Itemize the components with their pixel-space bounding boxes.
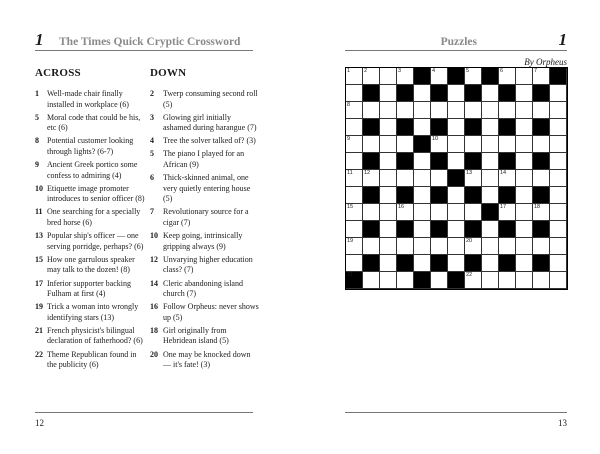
grid-block <box>414 68 431 85</box>
cell-number: 13 <box>466 170 473 176</box>
grid-cell[interactable] <box>431 272 448 289</box>
grid-cell[interactable] <box>550 102 567 119</box>
across-clue <box>35 326 145 347</box>
across-clue <box>35 231 145 252</box>
grid-cell[interactable] <box>414 204 431 221</box>
grid-cell[interactable] <box>346 102 363 119</box>
grid-block <box>533 187 550 204</box>
right-page <box>300 0 600 454</box>
cell-number: 19 <box>347 238 354 244</box>
grid-cell[interactable] <box>516 272 533 289</box>
grid-cell[interactable] <box>397 204 414 221</box>
down-clues <box>150 67 260 373</box>
grid-cell[interactable] <box>397 272 414 289</box>
cell-number: 4 <box>432 68 436 74</box>
grid-block <box>533 255 550 272</box>
grid-cell[interactable] <box>431 136 448 153</box>
grid-cell[interactable] <box>482 136 499 153</box>
clue-text: Cleric abandoning island church (7) <box>163 278 243 299</box>
grid-cell[interactable] <box>482 272 499 289</box>
across-clue <box>35 184 145 205</box>
clue-text: One searching for a specially bred horse (6) <box>47 207 141 228</box>
clue-text: Girl originally from Hebridean island (5) <box>163 325 229 346</box>
grid-cell[interactable] <box>465 204 482 221</box>
cell-number: 14 <box>500 170 507 176</box>
grid-cell[interactable] <box>550 136 567 153</box>
clue-text: Ancient Greek portico some confess to admiring (4) <box>47 160 138 180</box>
grid-block <box>414 272 431 289</box>
cell-number: 10 <box>432 136 439 142</box>
grid-block <box>414 136 431 153</box>
clue-number: 13 <box>35 231 43 241</box>
grid-block <box>533 221 550 238</box>
grid-cell[interactable] <box>346 153 363 170</box>
grid-cell[interactable] <box>363 272 380 289</box>
grid-cell[interactable] <box>516 238 533 255</box>
clue-number: 16 <box>150 302 158 312</box>
grid-cell[interactable] <box>550 85 567 102</box>
grid-cell[interactable] <box>380 102 397 119</box>
grid-cell[interactable] <box>550 170 567 187</box>
grid-cell[interactable] <box>346 170 363 187</box>
grid-block <box>499 187 516 204</box>
clue-number: 1 <box>35 89 39 98</box>
grid-block <box>499 255 516 272</box>
grid-cell[interactable] <box>482 153 499 170</box>
grid-cell[interactable] <box>533 102 550 119</box>
grid-cell[interactable] <box>550 119 567 136</box>
grid-cell[interactable] <box>448 119 465 136</box>
grid-cell[interactable] <box>414 153 431 170</box>
clue-number: 3 <box>150 112 154 122</box>
grid-block <box>550 68 567 85</box>
grid-cell[interactable] <box>363 102 380 119</box>
grid-block <box>346 272 363 289</box>
grid-cell[interactable] <box>397 68 414 85</box>
grid-cell[interactable] <box>431 102 448 119</box>
grid-cell[interactable] <box>533 272 550 289</box>
across-clue <box>35 302 145 323</box>
grid-cell[interactable] <box>414 238 431 255</box>
grid-block <box>465 85 482 102</box>
grid-cell[interactable] <box>482 170 499 187</box>
grid-block <box>533 153 550 170</box>
grid-block <box>499 153 516 170</box>
grid-cell[interactable] <box>380 238 397 255</box>
cell-number: 16 <box>398 204 405 210</box>
clue-number: 14 <box>150 278 158 288</box>
cell-number: 1 <box>347 68 351 74</box>
clue-number: 18 <box>150 325 158 335</box>
grid-cell[interactable] <box>499 204 516 221</box>
down-clue <box>150 231 260 252</box>
grid-cell[interactable] <box>465 136 482 153</box>
grid-block <box>499 221 516 238</box>
grid-cell[interactable] <box>499 272 516 289</box>
grid-cell[interactable] <box>448 221 465 238</box>
down-clue <box>150 255 260 276</box>
grid-block <box>397 153 414 170</box>
clue-number: 4 <box>150 136 154 146</box>
puzzles-title: Puzzles <box>440 36 477 48</box>
clue-number: 11 <box>35 207 43 217</box>
grid-cell[interactable] <box>346 204 363 221</box>
grid-block <box>465 221 482 238</box>
grid-block <box>431 187 448 204</box>
grid-cell[interactable] <box>414 170 431 187</box>
cell-number: 18 <box>534 204 541 210</box>
grid-cell[interactable] <box>465 272 482 289</box>
clue-text: Twerp consuming second roll (5) <box>163 89 258 109</box>
clue-number: 15 <box>35 254 43 264</box>
grid-cell[interactable] <box>533 204 550 221</box>
clue-number: 2 <box>150 89 154 98</box>
grid-cell[interactable] <box>363 238 380 255</box>
grid-cell[interactable] <box>499 102 516 119</box>
clue-number: 12 <box>150 254 158 264</box>
grid-cell[interactable] <box>465 238 482 255</box>
across-heading: ACROSS <box>35 67 81 79</box>
grid-block <box>397 221 414 238</box>
grid-cell[interactable] <box>516 255 533 272</box>
grid-cell[interactable] <box>363 170 380 187</box>
grid-cell[interactable] <box>448 187 465 204</box>
cell-number: 7 <box>534 68 538 74</box>
grid-cell[interactable] <box>346 85 363 102</box>
clue-number: 20 <box>150 349 158 359</box>
grid-cell[interactable] <box>448 153 465 170</box>
grid-cell[interactable] <box>516 221 533 238</box>
clue-number: 5 <box>150 149 154 159</box>
down-clue <box>150 326 260 347</box>
grid-cell[interactable] <box>380 170 397 187</box>
grid-cell[interactable] <box>431 238 448 255</box>
left-folio: 12 <box>35 418 44 428</box>
grid-block <box>465 255 482 272</box>
clue-text: Etiquette image promoter introduces to senior officer (8) <box>47 183 145 204</box>
crossword-title: The Times Quick Cryptic Crossword <box>59 36 241 48</box>
across-clue <box>35 350 145 371</box>
grid-cell[interactable] <box>482 187 499 204</box>
left-footer-rule <box>35 412 253 413</box>
grid-cell[interactable] <box>516 153 533 170</box>
across-clue <box>35 89 145 110</box>
grid-cell[interactable] <box>516 136 533 153</box>
clue-text: Unvarying higher education class? (7) <box>163 254 253 275</box>
grid-block <box>448 272 465 289</box>
section-number: 1 <box>35 30 44 49</box>
cell-number: 20 <box>466 238 473 244</box>
down-clue <box>150 113 260 134</box>
clue-text: How one garrulous speaker may talk to the dozen! (8) <box>47 254 135 275</box>
grid-block <box>363 255 380 272</box>
grid-cell[interactable] <box>414 221 431 238</box>
down-heading: DOWN <box>150 67 187 79</box>
cell-number: 8 <box>347 102 351 108</box>
down-clue <box>150 136 260 147</box>
grid-cell[interactable] <box>380 255 397 272</box>
grid-cell[interactable] <box>380 187 397 204</box>
clue-number: 7 <box>150 207 154 217</box>
grid-block <box>482 68 499 85</box>
clue-number: 5 <box>35 112 39 122</box>
grid-block <box>482 204 499 221</box>
down-clue <box>150 173 260 205</box>
grid-cell[interactable] <box>448 238 465 255</box>
right-footer-rule <box>345 412 567 413</box>
grid-cell[interactable] <box>533 238 550 255</box>
clue-number: 22 <box>35 349 43 359</box>
clue-text: Theme Republican found in the publicity (6) <box>47 349 137 370</box>
grid-block <box>363 119 380 136</box>
grid-cell[interactable] <box>516 204 533 221</box>
grid-cell[interactable] <box>550 221 567 238</box>
grid-cell[interactable] <box>550 153 567 170</box>
cell-number: 5 <box>466 68 470 74</box>
grid-block <box>448 170 465 187</box>
grid-cell[interactable] <box>431 204 448 221</box>
down-clue <box>150 302 260 323</box>
grid-cell[interactable] <box>380 119 397 136</box>
down-clue <box>150 279 260 300</box>
grid-block <box>397 187 414 204</box>
cell-number: 2 <box>364 68 368 74</box>
grid-block <box>431 255 448 272</box>
clue-number: 10 <box>150 231 158 241</box>
grid-cell[interactable] <box>448 85 465 102</box>
cell-number: 15 <box>347 204 354 210</box>
cell-number: 3 <box>398 68 402 74</box>
across-clue <box>35 160 145 181</box>
grid-cell[interactable] <box>380 136 397 153</box>
grid-cell[interactable] <box>516 187 533 204</box>
clue-text: One may be knocked down — it's fate! (3) <box>163 349 251 370</box>
grid-block <box>397 85 414 102</box>
grid-block <box>363 85 380 102</box>
grid-block <box>465 187 482 204</box>
grid-cell[interactable] <box>346 238 363 255</box>
grid-cell[interactable] <box>380 221 397 238</box>
grid-cell[interactable] <box>346 221 363 238</box>
grid-cell[interactable] <box>380 272 397 289</box>
grid-cell[interactable] <box>499 136 516 153</box>
down-clue-list <box>150 89 260 371</box>
grid-block <box>533 85 550 102</box>
grid-cell[interactable] <box>397 136 414 153</box>
clue-number: 6 <box>150 173 154 183</box>
grid-cell[interactable] <box>482 119 499 136</box>
grid-cell[interactable] <box>380 204 397 221</box>
clue-text: Popular ship's officer — one serving porridge, perhaps? (6) <box>47 231 144 251</box>
clue-text: Inferior supporter backing Fulham at first (4) <box>47 278 131 299</box>
across-clue-list <box>35 89 145 371</box>
grid-cell[interactable] <box>550 238 567 255</box>
grid-cell[interactable] <box>533 68 550 85</box>
grid-cell[interactable] <box>346 136 363 153</box>
byline: By Orpheus <box>524 57 567 67</box>
grid-cell[interactable] <box>414 119 431 136</box>
grid-cell[interactable] <box>533 170 550 187</box>
clue-text: Tree the solver talked of? (3) <box>163 136 256 146</box>
clue-number: 17 <box>35 278 43 288</box>
grid-block <box>465 153 482 170</box>
cell-number: 12 <box>364 170 371 176</box>
down-clue <box>150 89 260 110</box>
grid-cell[interactable] <box>346 119 363 136</box>
cell-number: 6 <box>500 68 504 74</box>
grid-cell[interactable] <box>550 204 567 221</box>
grid-cell[interactable] <box>465 170 482 187</box>
grid-cell[interactable] <box>363 136 380 153</box>
grid-cell[interactable] <box>482 221 499 238</box>
grid-cell[interactable] <box>346 68 363 85</box>
grid-cell[interactable] <box>550 187 567 204</box>
grid-cell[interactable] <box>499 238 516 255</box>
grid-cell[interactable] <box>397 102 414 119</box>
grid-cell[interactable] <box>414 255 431 272</box>
grid-block <box>465 119 482 136</box>
grid-block <box>499 85 516 102</box>
clue-number: 9 <box>35 160 39 170</box>
across-clue <box>35 136 145 157</box>
grid-cell[interactable] <box>533 136 550 153</box>
cell-number: 21 <box>347 272 354 278</box>
grid-cell[interactable] <box>499 68 516 85</box>
clue-text: Keep going, intrinsically gripping always (9) <box>163 231 243 251</box>
clue-text: Revolutionary source for a cigar (7) <box>163 207 249 228</box>
grid-cell[interactable] <box>499 170 516 187</box>
grid-cell[interactable] <box>550 272 567 289</box>
down-clue <box>150 149 260 170</box>
grid-cell[interactable] <box>516 102 533 119</box>
grid-cell[interactable] <box>431 170 448 187</box>
clue-number: 21 <box>35 325 43 335</box>
clue-text: Trick a woman into wrongly identifying stars (13) <box>47 302 139 322</box>
clue-number: 8 <box>35 136 39 146</box>
grid-cell[interactable] <box>448 136 465 153</box>
grid-block <box>363 153 380 170</box>
grid-cell[interactable] <box>346 187 363 204</box>
grid-block <box>533 119 550 136</box>
grid-cell[interactable] <box>482 85 499 102</box>
down-clue <box>150 207 260 228</box>
grid-cell[interactable] <box>448 102 465 119</box>
clue-text: Well-made chair finally installed in workplace (6) <box>47 89 129 109</box>
grid-cell[interactable] <box>380 153 397 170</box>
grid-cell[interactable] <box>516 68 533 85</box>
grid-cell[interactable] <box>448 204 465 221</box>
grid-block <box>397 119 414 136</box>
clue-text: Moral code that could be his, etc (6) <box>47 112 141 133</box>
grid-cell[interactable] <box>363 68 380 85</box>
grid-cell[interactable] <box>550 255 567 272</box>
grid-cell[interactable] <box>516 85 533 102</box>
across-clue <box>35 113 145 134</box>
across-clue <box>35 279 145 300</box>
puzzle-number: 1 <box>558 30 567 49</box>
grid-cell[interactable] <box>465 102 482 119</box>
grid-cell[interactable] <box>414 102 431 119</box>
grid-block <box>363 221 380 238</box>
clue-text: Potential customer looking through lights? (6-7) <box>47 136 134 156</box>
grid-cell[interactable] <box>414 85 431 102</box>
right-header <box>345 30 567 51</box>
clue-text: Follow Orpheus: never shows up (5) <box>163 302 259 322</box>
grid-block <box>448 68 465 85</box>
grid-block <box>431 153 448 170</box>
across-clue <box>35 255 145 276</box>
grid-cell[interactable] <box>482 238 499 255</box>
clue-number: 19 <box>35 302 43 312</box>
grid-cell[interactable] <box>482 255 499 272</box>
grid-cell[interactable] <box>380 85 397 102</box>
cell-number: 9 <box>347 136 351 142</box>
right-folio: 13 <box>558 418 567 428</box>
down-clue <box>150 350 260 371</box>
left-header <box>35 30 253 51</box>
clue-text: French physicist's bilingual declaration of fatherhood? (6) <box>47 325 143 346</box>
clue-text: Glowing girl initially ashamed during harangue (7) <box>163 112 257 133</box>
clue-text: The piano I played for an African (9) <box>163 149 245 170</box>
grid-cell[interactable] <box>397 170 414 187</box>
grid-block <box>431 221 448 238</box>
grid-cell[interactable] <box>465 68 482 85</box>
grid-block <box>397 255 414 272</box>
clue-number: 10 <box>35 183 43 193</box>
grid-cell[interactable] <box>482 102 499 119</box>
clue-text: Thick-skinned animal, one very quietly entering house (5) <box>163 173 251 204</box>
cell-number: 11 <box>347 170 353 176</box>
grid-block <box>431 119 448 136</box>
cell-number: 22 <box>466 272 473 278</box>
grid-cell[interactable] <box>397 238 414 255</box>
grid-cell[interactable] <box>516 119 533 136</box>
grid-block <box>499 119 516 136</box>
across-clue <box>35 207 145 228</box>
grid-cell[interactable] <box>516 170 533 187</box>
grid-cell[interactable] <box>346 255 363 272</box>
grid-cell[interactable] <box>363 204 380 221</box>
cell-number: 17 <box>500 204 507 210</box>
grid-block <box>431 85 448 102</box>
grid-cell[interactable] <box>448 255 465 272</box>
crossword-grid[interactable] <box>345 67 568 290</box>
grid-block <box>363 187 380 204</box>
grid-cell[interactable] <box>380 68 397 85</box>
across-clues <box>35 67 145 373</box>
grid-cell[interactable] <box>431 68 448 85</box>
grid-cell[interactable] <box>414 187 431 204</box>
